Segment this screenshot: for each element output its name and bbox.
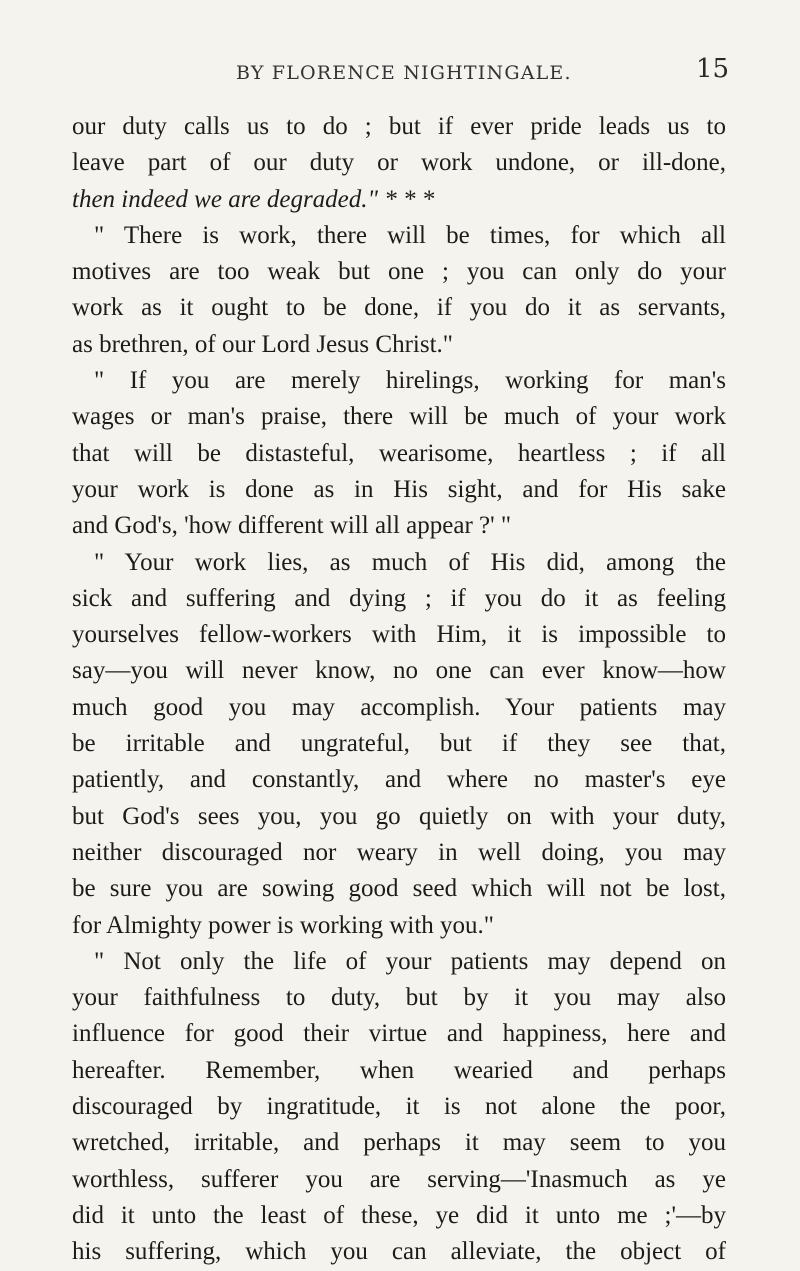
text-line: as brethren, of our Lord Jesus Christ." bbox=[72, 330, 453, 358]
text-line: and God's, 'how different will all appear ?' " bbox=[72, 512, 512, 540]
text-line: yourselves fellow-workers with Him, it is impossible to bbox=[72, 621, 726, 649]
text-line: motives are too weak but one ; you can only do your bbox=[72, 258, 726, 286]
text-line: your faithfulness to duty, but by it you may also bbox=[72, 984, 726, 1012]
page-header bbox=[0, 54, 800, 90]
text-line: then indeed we are degraded." * * * bbox=[72, 185, 435, 213]
text-line: be irritable and ungrateful, but if they see that, bbox=[72, 730, 726, 758]
text-line: wretched, irritable, and perhaps it may seem to you bbox=[72, 1129, 726, 1157]
text-line: " Not only the life of your patients may depend on bbox=[94, 947, 726, 975]
text-line: " If you are merely hirelings, working for man's bbox=[94, 367, 726, 395]
text-line: " There is work, there will be times, for which all bbox=[94, 221, 726, 249]
text-line: our duty calls us to do ; but if ever pride leads us to bbox=[72, 113, 726, 140]
running-head: BY FLORENCE NIGHTINGALE. bbox=[236, 62, 572, 84]
page-number: 15 bbox=[696, 54, 730, 84]
text-line: leave part of our duty or work undone, or ill-done, bbox=[72, 149, 726, 177]
text-line: for Almighty power is working with you." bbox=[72, 911, 494, 939]
body-text bbox=[72, 109, 726, 1271]
text-line: " Your work lies, as much of His did, among the bbox=[94, 548, 726, 576]
text-line: wages or man's praise, there will be much of your work bbox=[72, 403, 726, 431]
text-line: sick and suffering and dying ; if you do it as feeling bbox=[72, 584, 726, 612]
text-line: influence for good their virtue and happiness, here and bbox=[72, 1020, 726, 1048]
text-line: discouraged by ingratitude, it is not alone the poor, bbox=[72, 1093, 726, 1121]
text-line: worthless, sufferer you are serving—'Inasmuch as ye bbox=[72, 1165, 726, 1193]
text-line: his suffering, which you can alleviate, the object of bbox=[72, 1238, 726, 1266]
text-line: neither discouraged nor weary in well doing, you may bbox=[72, 838, 726, 866]
text-line: your work is done as in His sight, and for His sake bbox=[72, 475, 726, 503]
text-line: but God's sees you, you go quietly on with your duty, bbox=[72, 802, 726, 830]
text-line: hereafter. Remember, when wearied and perhaps bbox=[72, 1056, 726, 1084]
text-line: that will be distasteful, wearisome, heartless ; if all bbox=[72, 439, 726, 467]
text-line: patiently, and constantly, and where no master's eye bbox=[72, 766, 726, 794]
text-line: say—you will never know, no one can ever know—how bbox=[72, 657, 726, 685]
text-line: much good you may accomplish. Your patients may bbox=[72, 693, 726, 721]
text-line: did it unto the least of these, ye did it unto me ;'—by bbox=[72, 1201, 726, 1229]
text-line: be sure you are sowing good seed which will not be lost, bbox=[72, 875, 726, 903]
text-line: work as it ought to be done, if you do it as servants, bbox=[72, 294, 726, 322]
